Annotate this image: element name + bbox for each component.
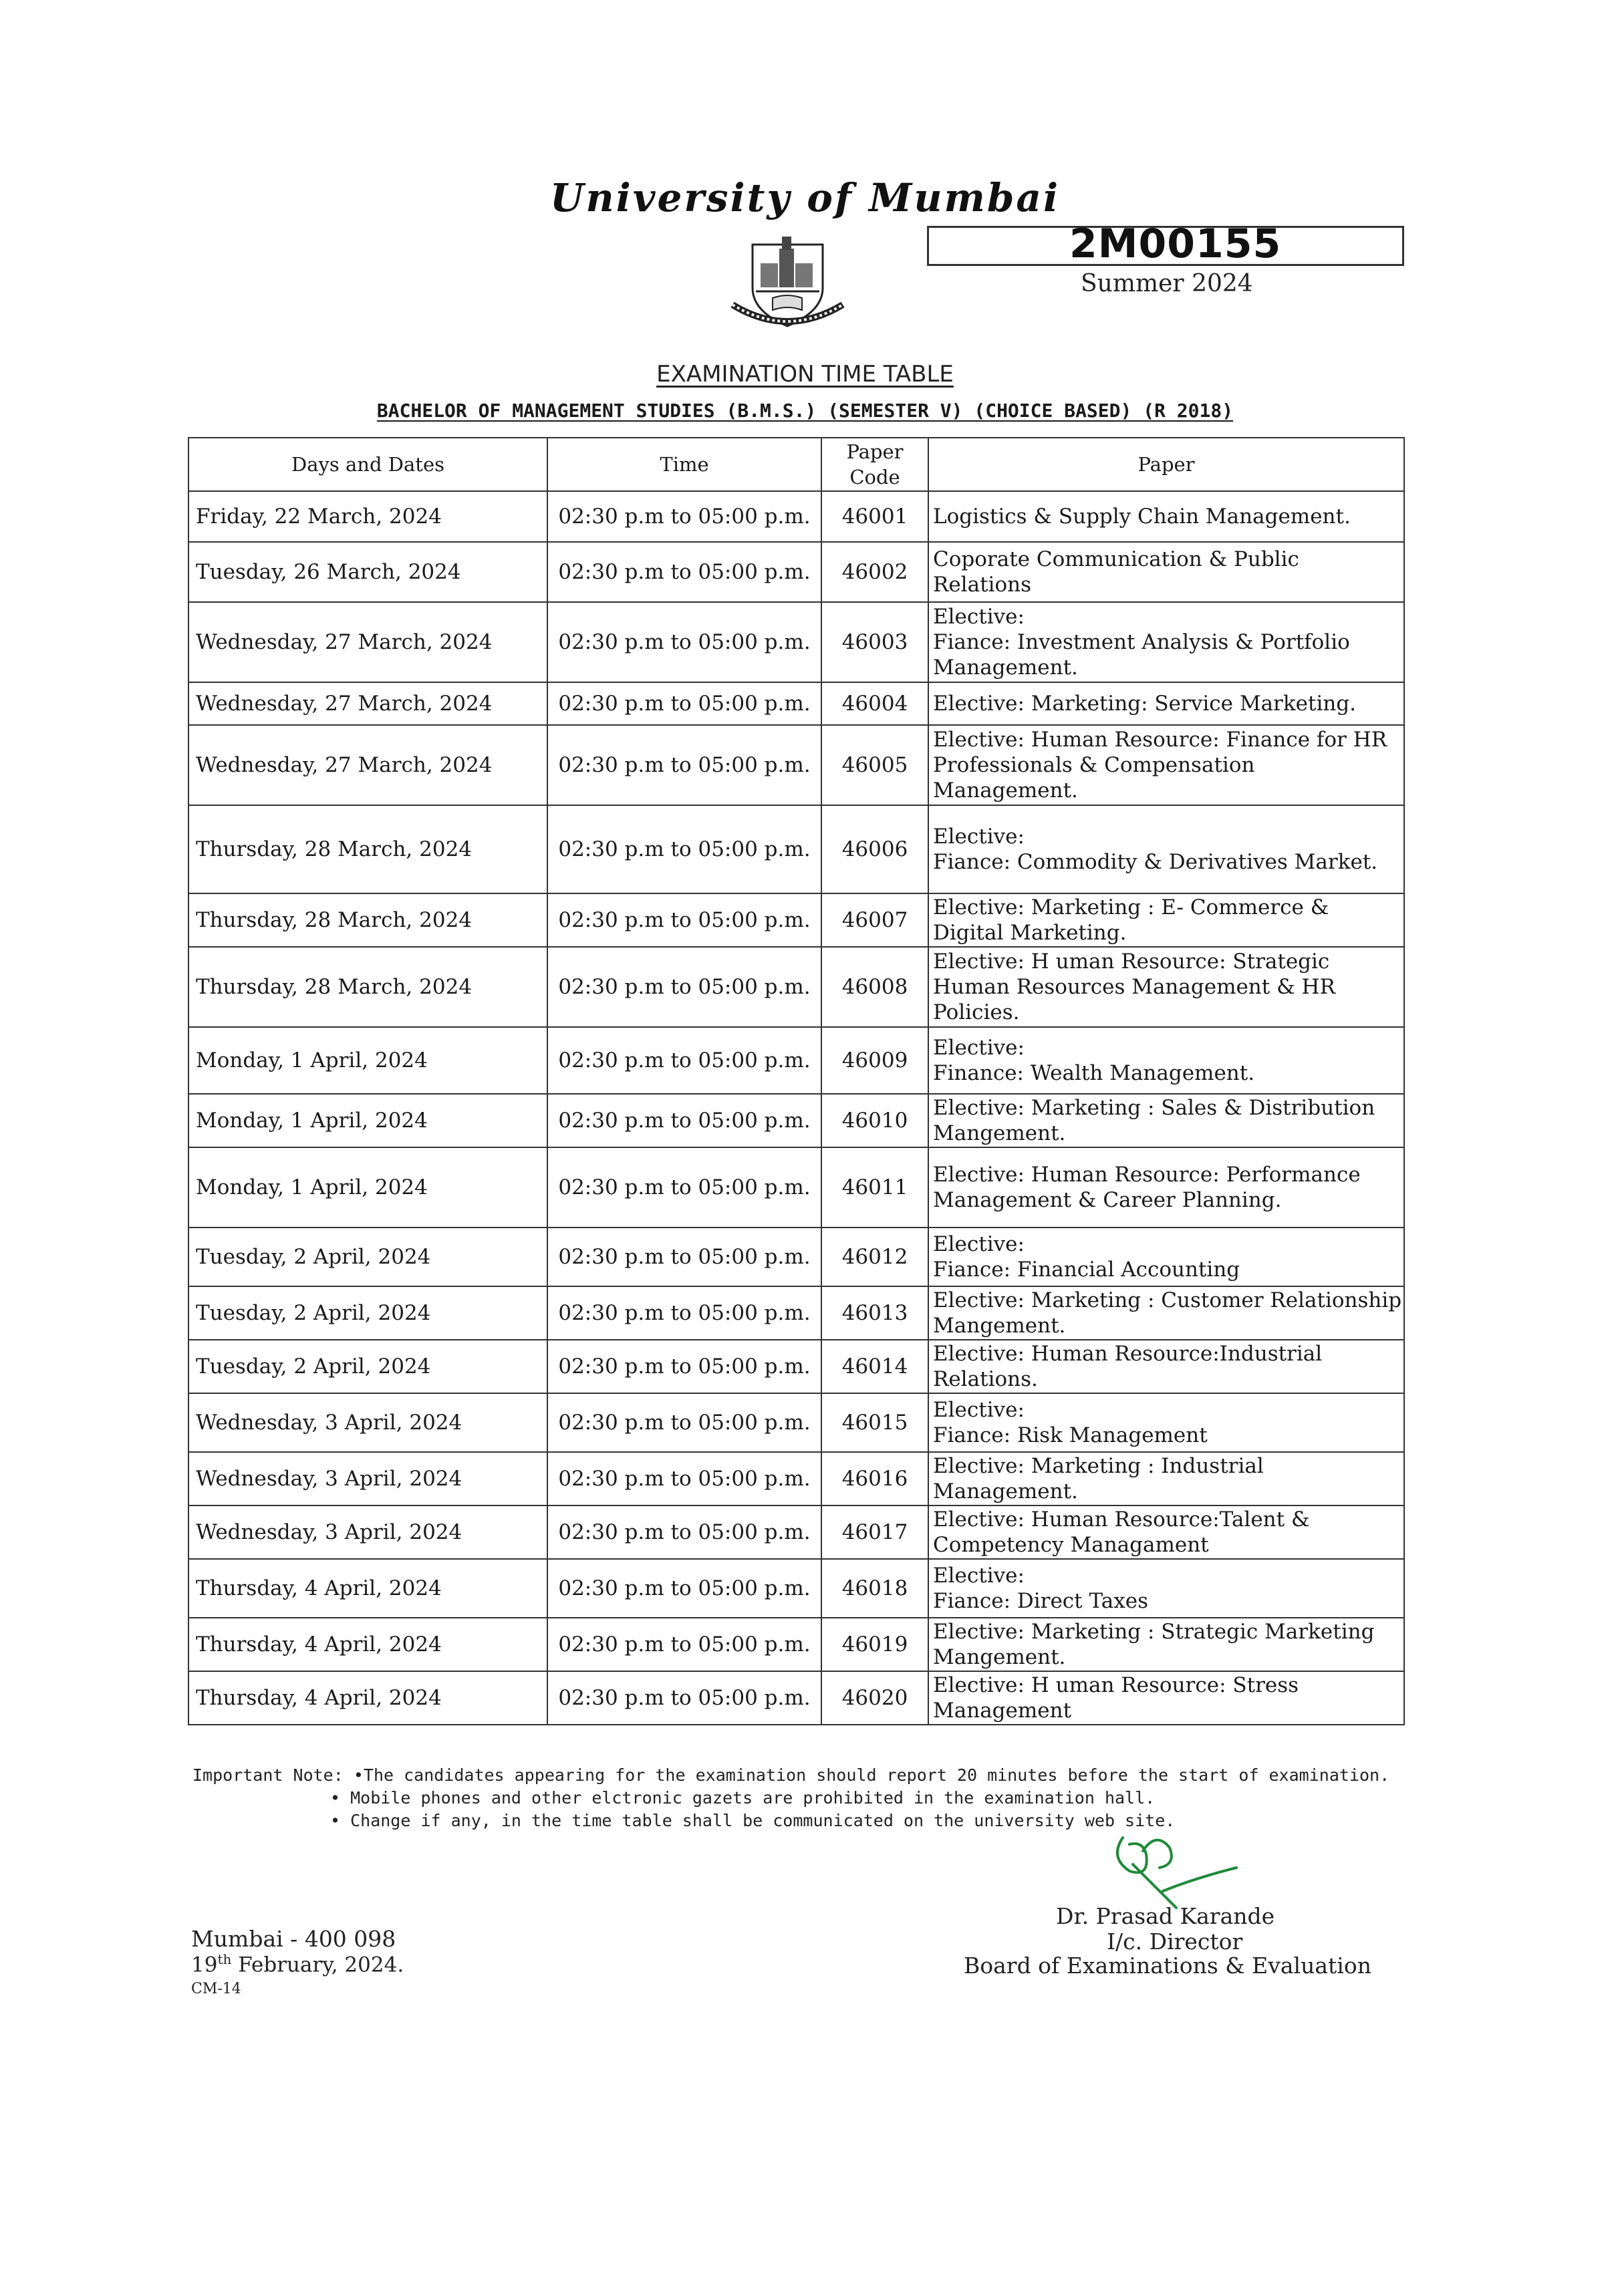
paper-code: 46001	[821, 491, 928, 542]
note-item: •The candidates appearing for the examination should report 20 minutes before the start of examination.	[353, 1765, 1390, 1785]
table-row	[188, 1228, 1404, 1286]
exam-time: 02:30 p.m to 05:00 p.m.	[547, 602, 821, 682]
paper-name: Elective: H uman Resource: Strategic Human Resources Management & HR Policies.	[928, 947, 1404, 1027]
table-row	[188, 1505, 1404, 1559]
table-row	[188, 491, 1404, 542]
paper-name: Elective: Fiance: Direct Taxes	[928, 1559, 1404, 1618]
paper-code: 46013	[821, 1286, 928, 1340]
table-row	[188, 725, 1404, 805]
paper-code: 46020	[821, 1671, 928, 1725]
exam-day: Tuesday, 26 March, 2024	[188, 542, 547, 602]
header-time: Time	[547, 438, 821, 491]
paper-name: Elective: H uman Resource: Stress Management	[928, 1671, 1404, 1725]
exam-time: 02:30 p.m to 05:00 p.m.	[547, 491, 821, 542]
paper-name: Elective: Marketing : Customer Relationship Mangement.	[928, 1286, 1404, 1340]
exam-time: 02:30 p.m to 05:00 p.m.	[547, 682, 821, 725]
exam-session: Summer 2024	[1081, 270, 1253, 297]
exam-time: 02:30 p.m to 05:00 p.m.	[547, 893, 821, 947]
exam-time: 02:30 p.m to 05:00 p.m.	[547, 1094, 821, 1147]
exam-time: 02:30 p.m to 05:00 p.m.	[547, 542, 821, 602]
note-item: • Mobile phones and other elctronic gazets are prohibited in the examination hall.	[330, 1788, 1156, 1808]
table-row	[188, 1340, 1404, 1393]
exam-day: Wednesday, 27 March, 2024	[188, 682, 547, 725]
paper-name: Elective: Marketing : Sales & Distribution Mangement.	[928, 1094, 1404, 1147]
paper-name: Elective: Fiance: Risk Management	[928, 1393, 1404, 1452]
university-emblem-icon	[719, 231, 856, 331]
paper-name: Elective: Marketing: Service Marketing.	[928, 682, 1404, 725]
table-row	[188, 893, 1404, 947]
paper-name: Elective: Human Resource: Performance Management & Career Planning.	[928, 1147, 1404, 1228]
exam-day: Thursday, 4 April, 2024	[188, 1671, 547, 1725]
paper-name: Elective: Human Resource: Finance for HR Professionals & Compensation Management.	[928, 725, 1404, 805]
issue-place: Mumbai - 400 098	[191, 1926, 396, 1952]
exam-day: Wednesday, 27 March, 2024	[188, 602, 547, 682]
exam-day: Monday, 1 April, 2024	[188, 1147, 547, 1228]
exam-day: Thursday, 28 March, 2024	[188, 947, 547, 1027]
signatory-role: I/c. Director	[1107, 1928, 1243, 1955]
paper-name: Elective: Human Resource:Industrial Relations.	[928, 1340, 1404, 1393]
exam-day: Wednesday, 27 March, 2024	[188, 725, 547, 805]
exam-time: 02:30 p.m to 05:00 p.m.	[547, 1505, 821, 1559]
paper-code: 46012	[821, 1228, 928, 1286]
table-row	[188, 947, 1404, 1027]
course-title: BACHELOR OF MANAGEMENT STUDIES (B.M.S.) (SEMESTER V) (CHOICE BASED) (R 2018)	[376, 400, 1234, 422]
notes-label: Important Note:	[192, 1765, 344, 1785]
exam-time: 02:30 p.m to 05:00 p.m.	[547, 1027, 821, 1094]
paper-code: 46018	[821, 1559, 928, 1618]
table-header-row	[188, 438, 1404, 491]
paper-name: Elective: Fiance: Financial Accounting	[928, 1228, 1404, 1286]
exam-time: 02:30 p.m to 05:00 p.m.	[547, 1147, 821, 1228]
paper-name: Logistics & Supply Chain Management.	[928, 491, 1404, 542]
exam-day: Thursday, 28 March, 2024	[188, 805, 547, 893]
issue-date-sup: th	[217, 1951, 232, 1967]
table-row	[188, 1671, 1404, 1725]
exam-time: 02:30 p.m to 05:00 p.m.	[547, 1671, 821, 1725]
exam-day: Monday, 1 April, 2024	[188, 1027, 547, 1094]
exam-time: 02:30 p.m to 05:00 p.m.	[547, 725, 821, 805]
table-row	[188, 1618, 1404, 1671]
signatory-name: Dr. Prasad Karande	[1056, 1903, 1275, 1929]
timetable-heading-text: EXAMINATION TIME TABLE	[656, 361, 954, 388]
paper-code: 46011	[821, 1147, 928, 1228]
table-row	[188, 1452, 1404, 1505]
exam-day: Tuesday, 2 April, 2024	[188, 1286, 547, 1340]
paper-code: 46014	[821, 1340, 928, 1393]
header-code: Paper Code	[821, 438, 928, 491]
paper-name: Elective: Finance: Wealth Management.	[928, 1027, 1404, 1094]
header-days: Days and Dates	[188, 438, 547, 491]
table-row	[188, 805, 1404, 893]
paper-name: Elective: Marketing : Industrial Management.	[928, 1452, 1404, 1505]
exam-day: Wednesday, 3 April, 2024	[188, 1452, 547, 1505]
header-paper: Paper	[928, 438, 1404, 491]
exam-day: Wednesday, 3 April, 2024	[188, 1393, 547, 1452]
table-row	[188, 1286, 1404, 1340]
paper-code: 46004	[821, 682, 928, 725]
paper-code: 46016	[821, 1452, 928, 1505]
table-row	[188, 602, 1404, 682]
paper-name: Elective: Fiance: Investment Analysis & Portfolio Management.	[928, 602, 1404, 682]
table-row	[188, 1559, 1404, 1618]
exam-day: Tuesday, 2 April, 2024	[188, 1228, 547, 1286]
table-row	[188, 682, 1404, 725]
paper-name: Elective: Human Resource:Talent & Competency Managament	[928, 1505, 1404, 1559]
exam-time: 02:30 p.m to 05:00 p.m.	[547, 805, 821, 893]
exam-code: 2M00155	[1069, 221, 1282, 267]
paper-code: 46003	[821, 602, 928, 682]
timetable	[188, 437, 1405, 1725]
exam-time: 02:30 p.m to 05:00 p.m.	[547, 1228, 821, 1286]
paper-code: 46017	[821, 1505, 928, 1559]
table-row	[188, 1393, 1404, 1452]
exam-time: 02:30 p.m to 05:00 p.m.	[547, 1559, 821, 1618]
paper-code: 46002	[821, 542, 928, 602]
reference-code: CM-14	[191, 1981, 241, 1997]
table-row	[188, 542, 1404, 602]
note-item: • Change if any, in the time table shall be communicated on the university web site.	[330, 1811, 1176, 1830]
paper-name: Elective: Marketing : Strategic Marketing Mangement.	[928, 1618, 1404, 1671]
exam-time: 02:30 p.m to 05:00 p.m.	[547, 947, 821, 1027]
exam-time: 02:30 p.m to 05:00 p.m.	[547, 1618, 821, 1671]
paper-code: 46009	[821, 1027, 928, 1094]
exam-day: Tuesday, 2 April, 2024	[188, 1340, 547, 1393]
paper-code: 46010	[821, 1094, 928, 1147]
paper-code: 46015	[821, 1393, 928, 1452]
exam-time: 02:30 p.m to 05:00 p.m.	[547, 1452, 821, 1505]
paper-name: Elective: Marketing : E- Commerce & Digital Marketing.	[928, 893, 1404, 947]
exam-day: Thursday, 4 April, 2024	[188, 1559, 547, 1618]
table-row	[188, 1094, 1404, 1147]
paper-name: Coporate Communication & Public Relations	[928, 542, 1404, 602]
exam-day: Thursday, 4 April, 2024	[188, 1618, 547, 1671]
signatory-board: Board of Examinations & Evaluation	[964, 1953, 1371, 1979]
exam-day: Wednesday, 3 April, 2024	[188, 1505, 547, 1559]
exam-day: Friday, 22 March, 2024	[188, 491, 547, 542]
timetable-heading	[0, 361, 1610, 388]
paper-code: 46007	[821, 893, 928, 947]
paper-code: 46019	[821, 1618, 928, 1671]
paper-code: 46005	[821, 725, 928, 805]
university-title: University of Mumbai	[549, 175, 1061, 221]
exam-day: Thursday, 28 March, 2024	[188, 893, 547, 947]
exam-time: 02:30 p.m to 05:00 p.m.	[547, 1286, 821, 1340]
table-row	[188, 1027, 1404, 1094]
paper-name: Elective: Fiance: Commodity & Derivatives Market.	[928, 805, 1404, 893]
issue-date-rest: February, 2024.	[231, 1953, 404, 1977]
table-row	[188, 1147, 1404, 1228]
issue-date-day: 19	[191, 1953, 218, 1977]
paper-code: 46006	[821, 805, 928, 893]
issue-date	[191, 1951, 404, 1977]
paper-code: 46008	[821, 947, 928, 1027]
exam-day: Monday, 1 April, 2024	[188, 1094, 547, 1147]
exam-time: 02:30 p.m to 05:00 p.m.	[547, 1393, 821, 1452]
exam-time: 02:30 p.m to 05:00 p.m.	[547, 1340, 821, 1393]
